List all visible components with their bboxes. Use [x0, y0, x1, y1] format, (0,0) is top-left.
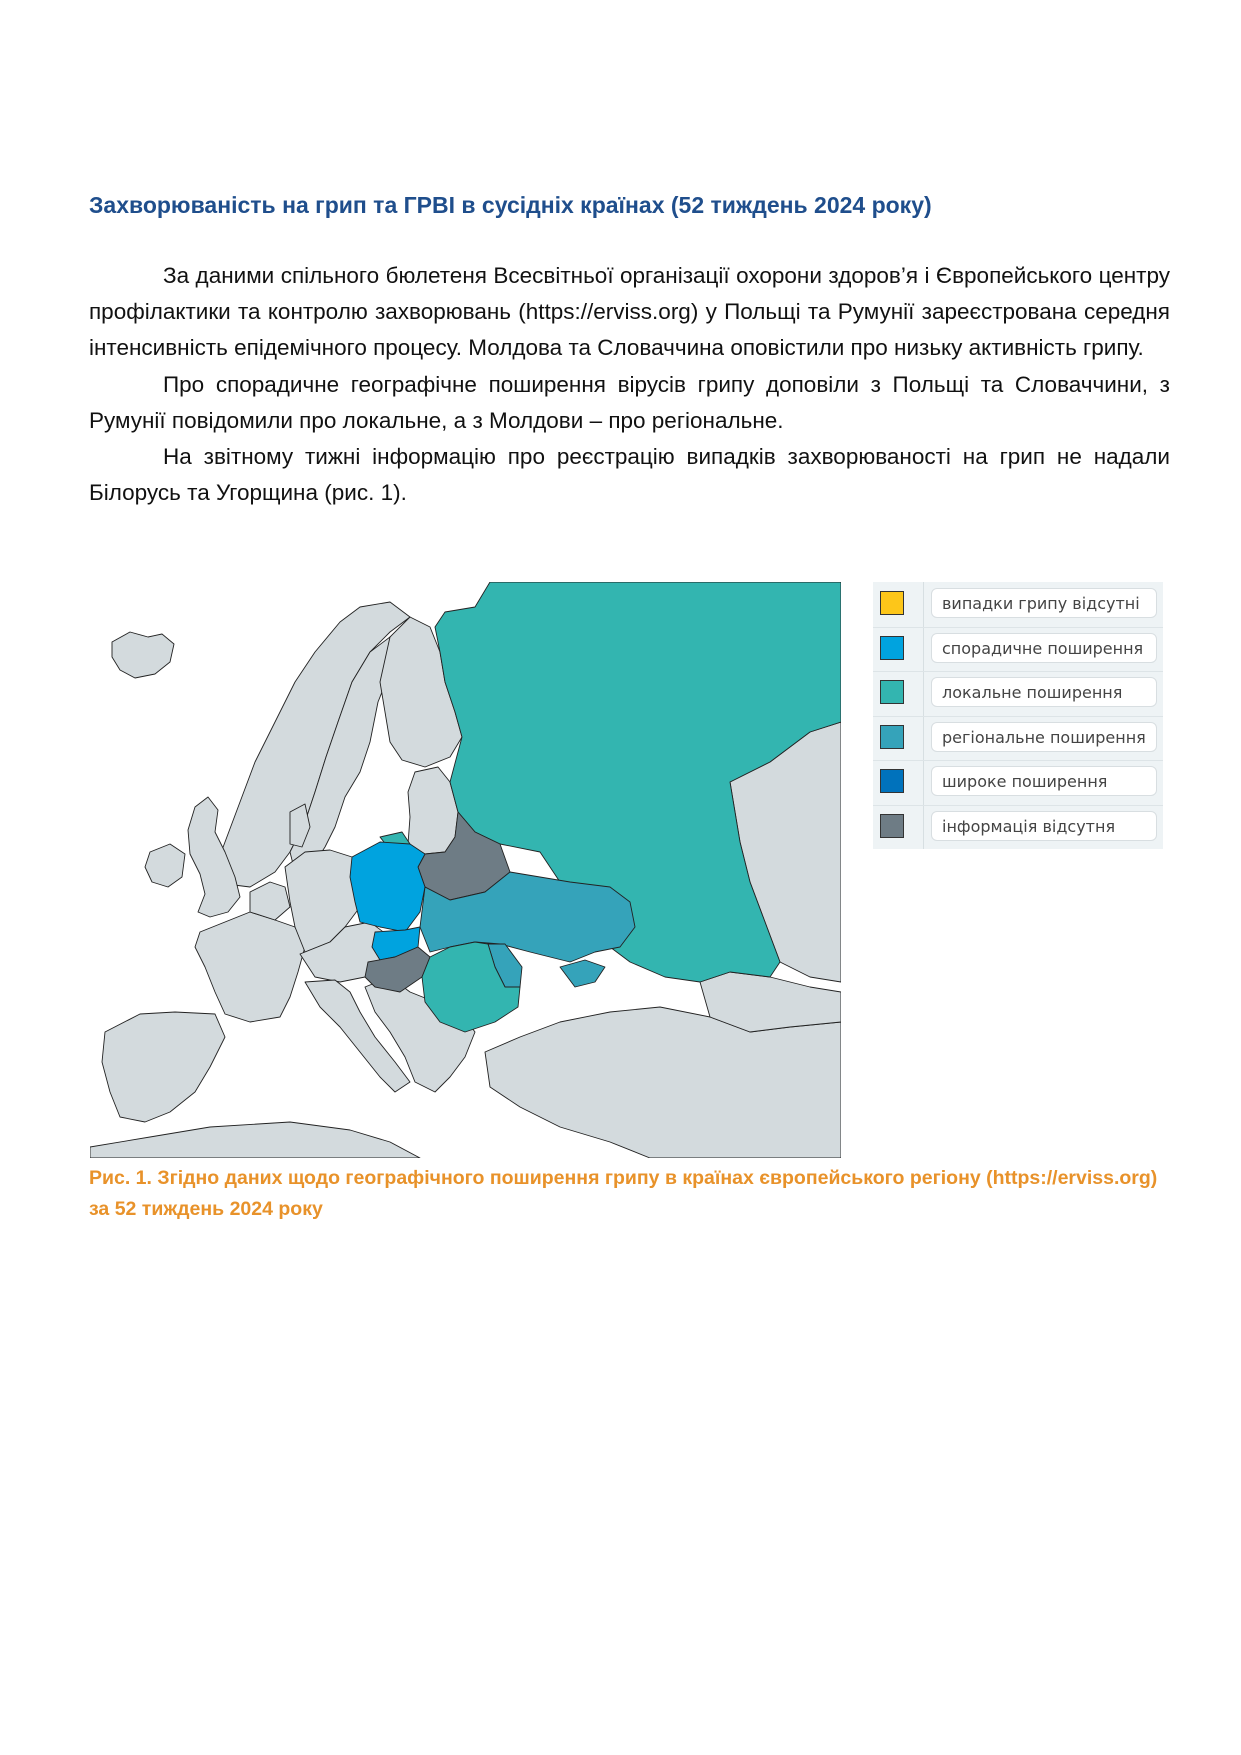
legend-item-widespread — [873, 760, 1163, 806]
map-legend — [873, 582, 1163, 849]
body-text — [89, 258, 1170, 511]
legend-swatch-icon — [880, 591, 904, 615]
paragraph-1: За даними спільного бюлетеня Всесвітньої організації охорони здоров’я і Європейського центру профілактики та контролю захворювань (https://erviss.org) у Польщі та Румунії зареєстрована середня інтенсивність епідемічного процесу. Молдова та Словаччина оповістили про низьку активність грипу. — [89, 263, 1170, 361]
europe-flu-map — [90, 582, 841, 1158]
legend-item-no-cases — [873, 582, 1163, 628]
legend-item-local — [873, 671, 1163, 717]
legend-swatch-icon — [880, 769, 904, 793]
country-poland — [350, 842, 425, 932]
legend-swatch-icon — [880, 636, 904, 660]
legend-swatch-icon — [880, 814, 904, 838]
legend-item-regional — [873, 716, 1163, 762]
figure-caption: Рис. 1. Згідно даних щодо географічного поширення грипу в країнах європейського регіону (https://erviss.org) за 52 тиждень 2024 року — [89, 1167, 1158, 1220]
map-svg — [90, 582, 841, 1158]
paragraph-3: На звітному тижні інформацію про реєстрацію випадків захворюваності на грип не надали Білорусь та Угорщина (рис. 1). — [89, 444, 1170, 506]
legend-label: інформація відсутня — [931, 811, 1157, 841]
page-title: Захворюваність на грип та ГРВІ в сусідніх країнах (52 тиждень 2024 року) — [89, 192, 932, 218]
legend-label: спорадичне поширення — [931, 633, 1157, 663]
legend-label: випадки грипу відсутні — [931, 588, 1157, 618]
legend-swatch-icon — [880, 725, 904, 749]
legend-swatch-icon — [880, 680, 904, 704]
legend-item-sporadic — [873, 627, 1163, 673]
paragraph-2: Про спорадичне географічне поширення вірусів грипу доповіли з Польщі та Словаччини, з Румунії повідомили про локальне, а з Молдови – про регіональне. — [89, 371, 1170, 433]
legend-label: широке поширення — [931, 766, 1157, 796]
legend-label: локальне поширення — [931, 677, 1157, 707]
legend-item-no-info — [873, 805, 1163, 850]
legend-label: регіональне поширення — [931, 722, 1157, 752]
